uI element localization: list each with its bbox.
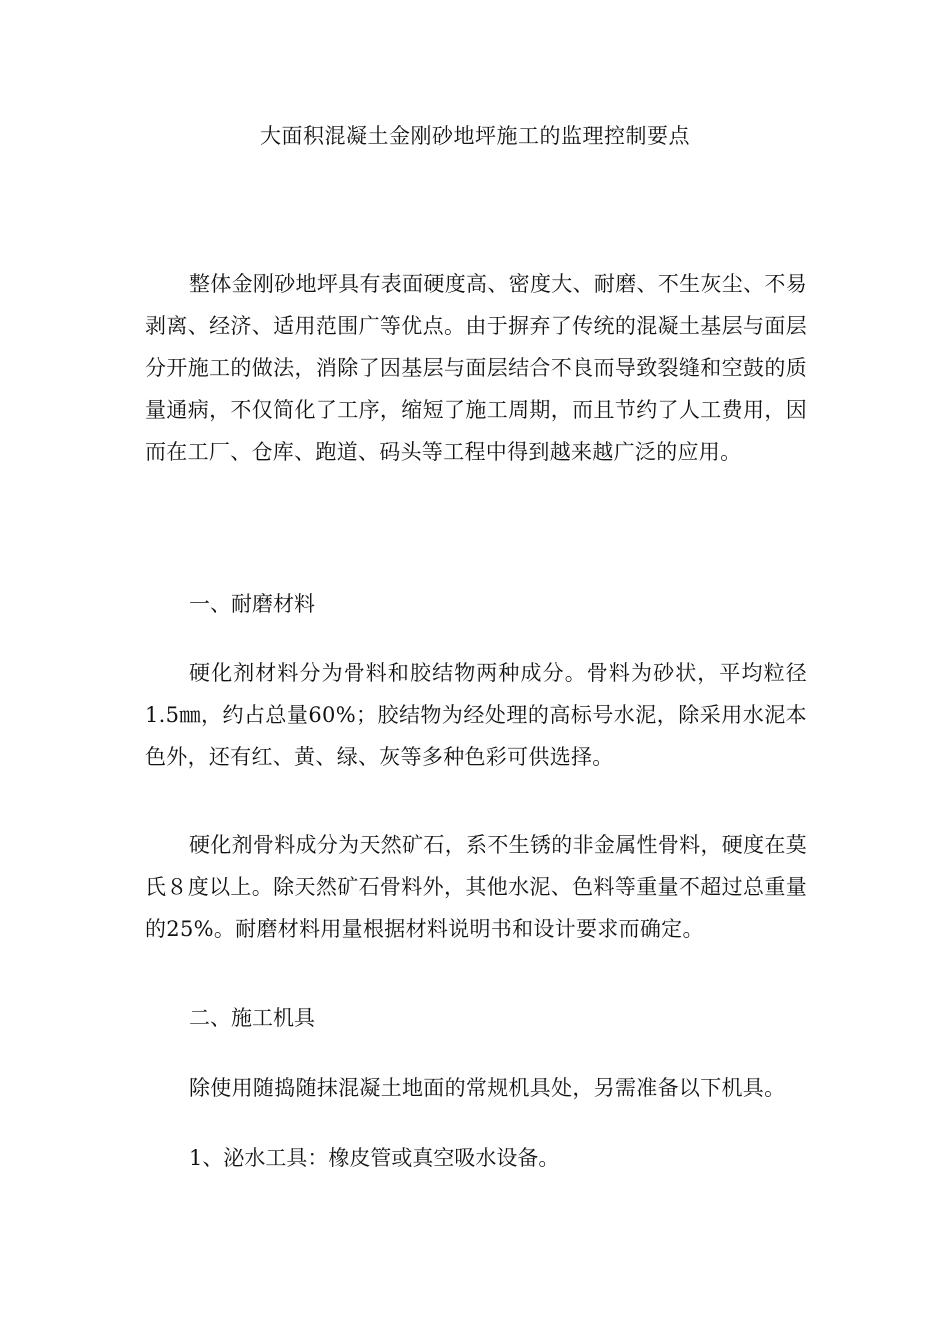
section-2-paragraph-1: 除使用随捣随抹混凝土地面的常规机具处，另需准备以下机具。 xyxy=(189,1076,786,1100)
intro-paragraph: 整体金刚砂地坪具有表面硬度高、密度大、耐磨、不生灰尘、不易剥离、经济、适用范围广等优点。由于摒弃了传统的混凝土基层与面层分开施工的做法，消除了因基层与面层结合不良而导致裂缝和空鼓的质量通病，不仅简化了工序，缩短了施工周期，而且节约了人工费用，因而在工厂、仓库、跑道、码头等工程中得到越来越广泛的应用。 xyxy=(145,272,807,464)
section-2-item-1: 1、泌水工具：橡皮管或真空吸水设备。 xyxy=(189,1146,560,1170)
document-title: 大面积混凝土金刚砂地坪施工的监理控制要点 xyxy=(260,124,690,148)
section-1-paragraph-1: 硬化剂材料分为骨料和胶结物两种成分。骨料为砂状，平均粒径1.5㎜，约占总量60%；胶结物为经处理的高标号水泥，除采用水泥本色外，还有红、黄、绿、灰等多种色彩可供选择。 xyxy=(145,661,807,769)
section-2-heading: 二、施工机具 xyxy=(189,1006,315,1030)
section-1-paragraph-2: 硬化剂骨料成分为天然矿石，系不生锈的非金属性骨料，硬度在莫氏８度以上。除天然矿石骨料外，其他水泥、色料等重量不超过总重量的25%。耐磨材料用量根据材料说明书和设计要求而确定。 xyxy=(145,833,807,941)
section-1-heading: 一、耐磨材料 xyxy=(189,592,315,616)
